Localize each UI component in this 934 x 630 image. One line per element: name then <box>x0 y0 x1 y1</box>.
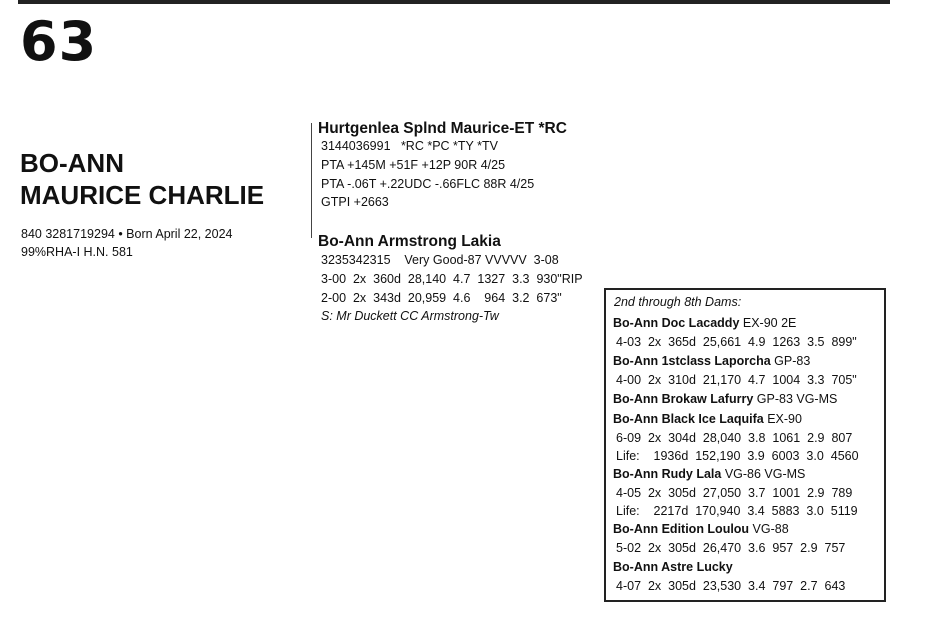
ancestor-dam-class: EX-90 <box>763 412 802 426</box>
ancestor-dam <box>613 390 837 408</box>
animal-name-line-1: BO-ANN <box>20 148 124 178</box>
sire-line: 3144036991 *RC *PC *TY *TV <box>321 139 498 153</box>
ancestor-dam-record: 4-07 2x 305d 23,530 3.4 797 2.7 643 <box>616 579 846 593</box>
sire-name: Hurtgenlea Splnd Maurice-ET *RC <box>318 120 567 137</box>
dam-line: 2-00 2x 343d 20,959 4.6 964 3.2 673" <box>321 291 562 305</box>
dams-box <box>604 288 886 602</box>
animal-name <box>20 147 264 211</box>
ancestor-dam-record: 4-03 2x 365d 25,661 4.9 1263 3.5 899" <box>616 335 857 349</box>
dams-box-title: 2nd through 8th Dams: <box>614 295 742 309</box>
sire-line: GTPI +2663 <box>321 195 389 209</box>
animal-id-born: 840 3281719294 • Born April 22, 2024 <box>21 227 233 241</box>
ancestor-dam <box>613 352 810 370</box>
ancestor-dam-name: Bo-Ann Doc Lacaddy <box>613 316 740 330</box>
ancestor-dam-class: GP-83 <box>770 354 811 368</box>
ancestor-dam <box>613 520 789 538</box>
ancestor-dam <box>613 314 796 332</box>
dam-line: 3235342315 Very Good-87 VVVVV 3-08 <box>321 253 559 267</box>
ancestor-dam-name: Bo-Ann Black Ice Laquifa <box>613 412 764 426</box>
ancestor-dam-class: VG-86 VG-MS <box>721 467 806 481</box>
ancestor-dam-record: 4-00 2x 310d 21,170 4.7 1004 3.3 705" <box>616 373 857 387</box>
sire-line: PTA -.06T +.22UDC -.66FLC 88R 4/25 <box>321 177 535 191</box>
ancestor-dam-name: Bo-Ann Edition Loulou <box>613 522 750 536</box>
ancestor-dam-name: Bo-Ann Rudy Lala <box>613 467 722 481</box>
ancestor-dam-name: Bo-Ann Brokaw Lafurry <box>613 392 754 406</box>
ancestor-dam <box>613 410 802 428</box>
lot-number: 63 <box>20 10 98 73</box>
ancestor-dam-lifetime: Life: 1936d 152,190 3.9 6003 3.0 4560 <box>616 449 859 463</box>
ancestor-dam-class: VG-88 <box>749 522 789 536</box>
ancestor-dam-class: EX-90 2E <box>739 316 797 330</box>
ancestor-dam-name: Bo-Ann 1stclass Laporcha <box>613 354 771 368</box>
dam-line: 3-00 2x 360d 28,140 4.7 1327 3.3 930"RIP <box>321 272 583 286</box>
sire-line: PTA +145M +51F +12P 90R 4/25 <box>321 158 506 172</box>
ancestor-dam-record: 4-05 2x 305d 27,050 3.7 1001 2.9 789 <box>616 486 853 500</box>
ancestor-dam-name: Bo-Ann Astre Lucky <box>613 560 733 574</box>
ancestor-dam <box>613 465 805 483</box>
top-rule <box>18 0 890 4</box>
ancestor-dam-class: GP-83 VG-MS <box>753 392 838 406</box>
ancestor-dam-record: 5-02 2x 305d 26,470 3.6 957 2.9 757 <box>616 541 846 555</box>
pedigree-divider <box>311 123 312 238</box>
dam-sire: S: Mr Duckett CC Armstrong-Tw <box>321 309 499 323</box>
ancestor-dam <box>613 558 733 576</box>
dam-name: Bo-Ann Armstrong Lakia <box>318 233 501 250</box>
ancestor-dam-record: 6-09 2x 304d 28,040 3.8 1061 2.9 807 <box>616 431 853 445</box>
animal-name-line-2: MAURICE CHARLIE <box>20 180 265 210</box>
animal-breed-hn: 99%RHA-I H.N. 581 <box>21 245 133 259</box>
ancestor-dam-lifetime: Life: 2217d 170,940 3.4 5883 3.0 5119 <box>616 504 858 518</box>
